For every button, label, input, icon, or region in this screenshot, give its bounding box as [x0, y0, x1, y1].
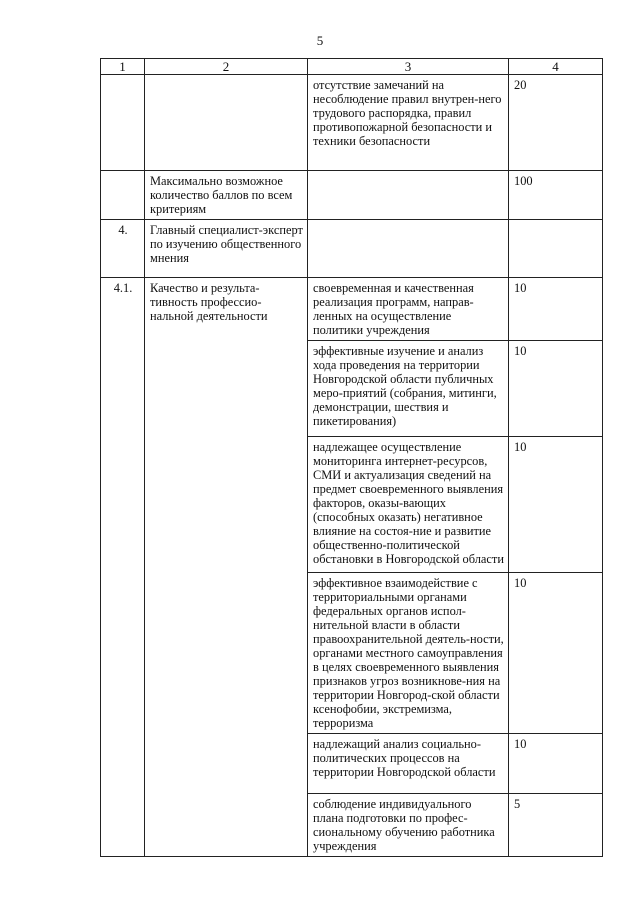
- score-value: 10: [509, 573, 603, 734]
- page-number: 5: [316, 33, 324, 48]
- table-header-row: [101, 59, 603, 75]
- column-header-1: 1: [101, 59, 145, 75]
- criterion-text: своевременная и качественная реализация программ, направ-ленных на осуществление политики учреждения: [308, 278, 509, 341]
- position-name: Главный специалист-эксперт по изучению общественного мнения: [145, 220, 308, 278]
- position-name: Качество и результа-тивность профессио-нальной деятельности: [145, 278, 308, 857]
- criteria-table: [100, 58, 603, 857]
- criterion-text: эффективные изучение и анализ хода проведения на территории Новгородской области публичных меро-приятий (собрания, митинги, демонстрации, шествия и пикетирования): [308, 341, 509, 437]
- score-value: 100: [509, 171, 603, 220]
- score-value: 10: [509, 437, 603, 573]
- score-value: 10: [509, 278, 603, 341]
- table-row: [101, 75, 603, 171]
- row-number: 4.1.: [101, 278, 145, 857]
- score-value: 10: [509, 341, 603, 437]
- row-number: 4.: [101, 220, 145, 278]
- score-value: [509, 220, 603, 278]
- criterion-text: [308, 171, 509, 220]
- position-name: [145, 75, 308, 171]
- column-header-4: 4: [509, 59, 603, 75]
- criterion-text: надлежащий анализ социально-политических процессов на территории Новгородской области: [308, 734, 509, 794]
- table-row: [101, 278, 603, 341]
- criterion-text: эффективное взаимодействие с территориальными органами федеральных органов испол-нительной власти в области правоохранительной деятель-ности, органами местного самоуправления в целях своевременного выявления признаков угроз возникнове-ния на территории Новгород-ской области ксенофобии, экстремизма, терроризма: [308, 573, 509, 734]
- score-value: 10: [509, 734, 603, 794]
- score-value: 20: [509, 75, 603, 171]
- table-row: [101, 220, 603, 278]
- row-number: [101, 171, 145, 220]
- score-value: 5: [509, 794, 603, 857]
- criterion-text: [308, 220, 509, 278]
- column-header-3: 3: [308, 59, 509, 75]
- criterion-text: соблюдение индивидуального плана подготовки по профес-сиональному обучению работника учреждения: [308, 794, 509, 857]
- criterion-text: надлежащее осуществление мониторинга интернет-ресурсов, СМИ и актуализация сведений на предмет своевременного выявления факторов, оказы-вающих (способных оказать) негативное влияние на состоя-ние и развитие общественно-политической обстановки в Новгородской области: [308, 437, 509, 573]
- criterion-text: отсутствие замечаний на несоблюдение правил внутрен-него трудового распорядка, правил противопожарной безопасности и техники безопасности: [308, 75, 509, 171]
- position-name: Максимально возможное количество баллов по всем критериям: [145, 171, 308, 220]
- column-header-2: 2: [145, 59, 308, 75]
- table-row: [101, 171, 603, 220]
- row-number: [101, 75, 145, 171]
